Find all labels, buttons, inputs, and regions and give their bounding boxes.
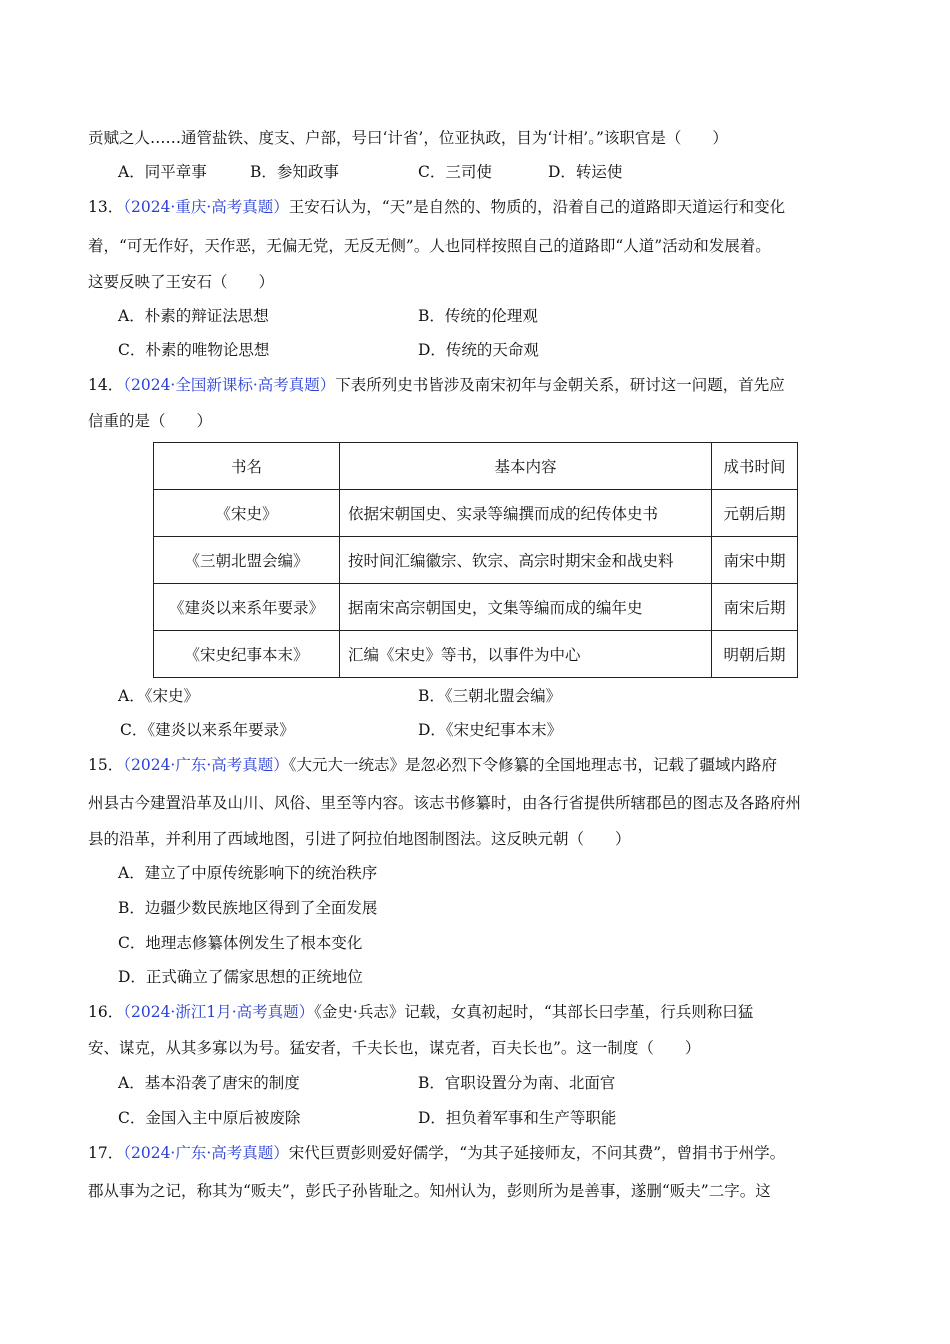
table-row — [154, 631, 798, 678]
header-book-name: 书名 — [154, 443, 340, 490]
cell-time: 明朝后期 — [712, 631, 798, 678]
q17-number: 17． — [88, 1144, 124, 1162]
q16-option-a: A．基本沿袭了唐宋的制度 — [118, 1074, 300, 1092]
q14-option-a: A．《宋史》 — [118, 687, 199, 705]
q13-stem-1: 王安石认为，“天”是自然的、物质的，沿着自己的道路即天道运行和变化 — [288, 198, 786, 216]
q17-stem-line-2: 郡从事为之记，称其为“贩夫”，彭氏子孙皆耻之。知州认为，彭则所为是善事，遂删“贩夫”二字。这 — [88, 1182, 771, 1200]
q16-stem-line-2: 安、谋克，从其多寡以为号。猛安者，千夫长也，谋克者，百夫长也”。这一制度（ ） — [88, 1039, 701, 1057]
q17-stem-line-1 — [88, 1142, 785, 1164]
cell-content: 据南宋高宗朝国史，文集等编而成的编年史 — [340, 584, 712, 631]
cell-book-name: 《三朝北盟会编》 — [154, 537, 340, 584]
q13-stem-line-1 — [88, 196, 785, 218]
q16-source: （2024·浙江1月·高考真题） — [123, 1003, 315, 1021]
q13-source: （2024·重庆·高考真题） — [123, 198, 289, 216]
q15-stem-line-2: 州县古今建置沿革及山川、风俗、里至等内容。该志书修纂时，由各行省提供所辖郡邑的图志及各路府州 — [88, 794, 802, 812]
q15-option-a: A．建立了中原传统影响下的统治秩序 — [118, 864, 378, 882]
q15-stem-1: 《大元大一统志》是忽必烈下令修纂的全国地理志书，记载了疆域内路府 — [288, 756, 778, 774]
history-books-table — [153, 442, 798, 678]
q15-number: 15． — [88, 756, 124, 774]
q14-stem-1: 下表所列史书皆涉及南宋初年与金朝关系，研讨这一问题，首先应 — [335, 376, 785, 394]
q12-option-b: B．参知政事 — [250, 163, 339, 181]
q13-option-d: D．传统的天命观 — [418, 341, 539, 359]
q16-option-d: D．担负着军事和生产等职能 — [418, 1109, 617, 1127]
q14-option-b: B．《三朝北盟会编》 — [418, 687, 562, 705]
q14-option-d: D．《宋史纪事本末》 — [418, 721, 563, 739]
q16-number: 16． — [88, 1003, 124, 1021]
cell-book-name: 《建炎以来系年要录》 — [154, 584, 340, 631]
q15-stem-line-1 — [88, 754, 777, 776]
q14-stem-line-1 — [88, 374, 785, 396]
q13-stem-line-3: 这要反映了王安石（ ） — [88, 273, 275, 291]
q14-source: （2024·全国新课标·高考真题） — [123, 376, 336, 394]
q13-number: 13． — [88, 198, 124, 216]
cell-content: 按时间汇编徽宗、钦宗、高宗时期宋金和战史料 — [340, 537, 712, 584]
cell-time: 元朝后期 — [712, 490, 798, 537]
q16-option-b: B．官职设置分为南、北面官 — [418, 1074, 616, 1092]
header-time: 成书时间 — [712, 443, 798, 490]
q17-stem-1: 宋代巨贾彭则爱好儒学，“为其子延接师友，不问其费”，曾捐书于州学。 — [288, 1144, 786, 1162]
q15-option-b: B．边疆少数民族地区得到了全面发展 — [118, 899, 378, 917]
cell-content: 汇编《宋史》等书，以事件为中心 — [340, 631, 712, 678]
q12-option-a: A．同平章事 — [118, 163, 207, 181]
q14-option-c: C．《建炎以来系年要录》 — [120, 721, 295, 739]
q12-option-c: C．三司使 — [418, 163, 492, 181]
q13-option-b: B．传统的伦理观 — [418, 307, 538, 325]
q16-option-c: C．金国入主中原后被废除 — [118, 1109, 301, 1127]
q15-source: （2024·广东·高考真题） — [123, 756, 289, 774]
q12-stem-tail: 贡赋之人……通管盐铁、度支、户部，号曰‘计省’，位亚执政，目为‘计相’。”该职官是（ ） — [88, 129, 728, 147]
q13-stem-line-2: 着，“可无作好，天作恶，无偏无党，无反无侧”。人也同样按照自己的道路即“人道”活动和发展着。 — [88, 237, 771, 255]
q13-option-a: A．朴素的辩证法思想 — [118, 307, 269, 325]
q15-option-d: D．正式确立了儒家思想的正统地位 — [118, 968, 363, 986]
table-row — [154, 537, 798, 584]
q14-number: 14． — [88, 376, 124, 394]
cell-content: 依据宋朝国史、实录等编撰而成的纪传体史书 — [340, 490, 712, 537]
table-row — [154, 584, 798, 631]
q13-option-c: C．朴素的唯物论思想 — [118, 341, 270, 359]
q16-stem-line-1 — [88, 1001, 753, 1023]
cell-book-name: 《宋史纪事本末》 — [154, 631, 340, 678]
cell-time: 南宋后期 — [712, 584, 798, 631]
q14-stem-line-2: 信重的是（ ） — [88, 412, 213, 430]
q16-stem-1: 《金史·兵志》记载，女真初起时，“其部长曰孛堇，行兵则称曰猛 — [314, 1003, 754, 1021]
cell-time: 南宋中期 — [712, 537, 798, 584]
q15-stem-line-3: 县的沿革，并利用了西域地图，引进了阿拉伯地图制图法。这反映元朝（ ） — [88, 830, 631, 848]
q15-option-c: C．地理志修纂体例发生了根本变化 — [118, 934, 363, 952]
cell-book-name: 《宋史》 — [154, 490, 340, 537]
table-header-row — [154, 443, 798, 490]
table-row — [154, 490, 798, 537]
q12-option-d: D．转运使 — [548, 163, 623, 181]
q17-source: （2024·广东·高考真题） — [123, 1144, 289, 1162]
header-content: 基本内容 — [340, 443, 712, 490]
